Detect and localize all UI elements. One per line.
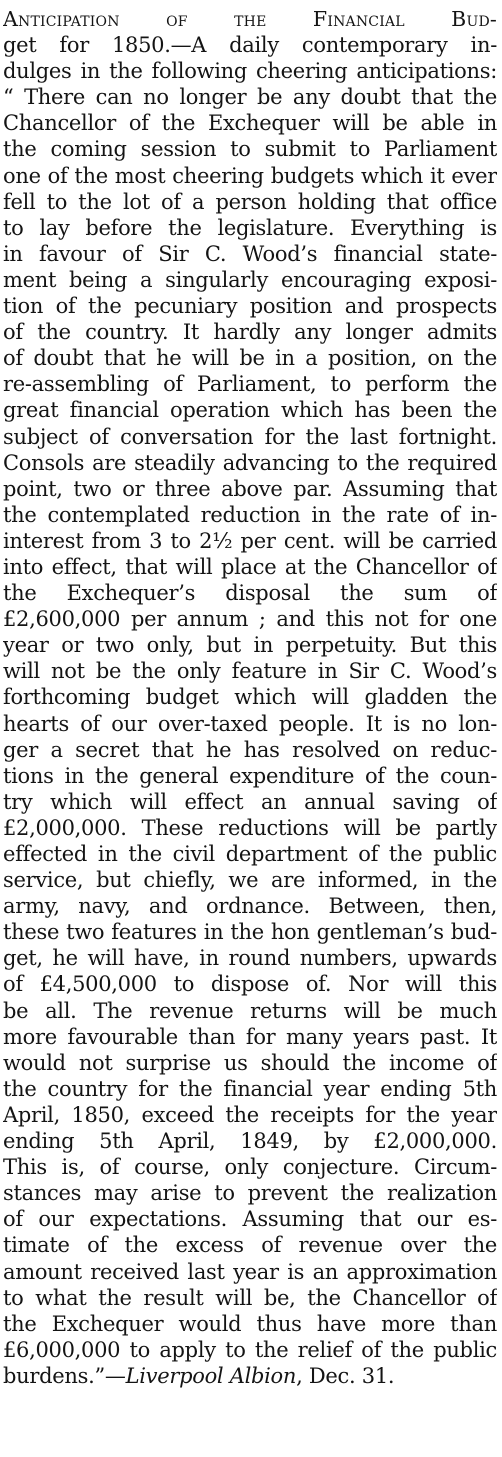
article-line: get for 1850.—A daily contemporary in- xyxy=(3,33,497,58)
article-line: effected in the civil department of the public xyxy=(3,842,497,866)
article-line: amount received last year is an approximation xyxy=(3,1259,497,1284)
article-line: This is, of course, only conjecture. Circum- xyxy=(3,1155,497,1180)
article-line: Consols are steadily advancing to the required xyxy=(3,450,497,475)
article-line: of doubt that he will be in a position, on the xyxy=(3,346,497,371)
article-line: one of the most cheering budgets which it ever xyxy=(3,163,497,188)
article-line: ment being a singularly encouraging exposi- xyxy=(3,267,497,292)
article-line: the coming session to submit to Parliament xyxy=(3,137,497,162)
article-line: £2,600,000 per annum ; and this not for one xyxy=(3,607,497,632)
article-body xyxy=(3,6,497,1389)
article-line: “ There can no longer be any doubt that the xyxy=(3,85,497,110)
article-line: the country for the financial year ending 5th xyxy=(3,1076,497,1101)
source-name: Liverpool Albion xyxy=(125,1363,297,1388)
article-line: to what the result will be, the Chancellor of xyxy=(3,1285,497,1310)
article-line: tion of the pecuniary position and prospects xyxy=(3,294,497,319)
article-line: the Exchequer’s disposal the sum of xyxy=(3,581,497,606)
article-line: point, two or three above par. Assuming that xyxy=(3,476,497,501)
article-line: re-assembling of Parliament, to perform the xyxy=(3,372,497,397)
article-line: in favour of Sir C. Wood’s financial state- xyxy=(3,241,497,266)
article-line: timate of the excess of revenue over the xyxy=(3,1233,497,1258)
article-line: service, but chiefly, we are informed, in the xyxy=(3,868,497,893)
article-heading: Anticipation of the Financial Bud- xyxy=(3,7,497,31)
article-line: forthcoming budget which will gladden the xyxy=(3,685,497,710)
article-line: ger a secret that he has resolved on reduc- xyxy=(3,737,497,762)
article-line: the Exchequer would thus have more than xyxy=(3,1311,497,1336)
article-line: stances may arise to prevent the realization xyxy=(3,1181,497,1206)
article-line: tions in the general expenditure of the coun- xyxy=(3,763,497,788)
article-line: fell to the lot of a person holding that office xyxy=(3,189,497,214)
article-line: £2,000,000. These reductions will be partly xyxy=(3,815,497,840)
article-line: ending 5th April, 1849, by £2,000,000. xyxy=(3,1129,497,1154)
article-line: Chancellor of the Exchequer will be able in xyxy=(3,111,497,136)
article-line: the contemplated reduction in the rate of in- xyxy=(3,502,497,527)
article-line: be all. The revenue returns will be much xyxy=(3,998,497,1023)
article-line: of our expectations. Assuming that our es- xyxy=(3,1207,497,1232)
article-line: of £4,500,000 to dispose of. Nor will this xyxy=(3,972,497,997)
article-line: will not be the only feature in Sir C. Wood’s xyxy=(3,659,497,684)
article-line: hearts of our over-taxed people. It is no lon- xyxy=(3,711,497,736)
article-line: dulges in the following cheering anticipations: xyxy=(3,59,497,84)
article-line: interest from 3 to 2½ per cent. will be carried xyxy=(3,528,497,553)
article-line: year or two only, but in perpetuity. But this xyxy=(3,633,497,658)
article-line: try which will effect an annual saving of xyxy=(3,789,497,814)
article-line: would not surprise us should the income of xyxy=(3,1050,497,1075)
article-line: to lay before the legislature. Everything is xyxy=(3,215,497,240)
source-date: , Dec. 31. xyxy=(296,1363,395,1388)
article-line: into effect, that will place at the Chancellor of xyxy=(3,554,497,579)
article-line: get, he will have, in round numbers, upwards xyxy=(3,946,497,971)
article-closing-line xyxy=(3,1363,497,1389)
article-line: of the country. It hardly any longer admits xyxy=(3,320,497,345)
article-line: £6,000,000 to apply to the relief of the public xyxy=(3,1337,497,1362)
closing-text: burdens.”— xyxy=(3,1363,126,1388)
article-line: army, navy, and ordnance. Between, then, xyxy=(3,894,497,919)
article-line: April, 1850, exceed the receipts for the year xyxy=(3,1102,497,1127)
article-line: subject of conversation for the last fortnight. xyxy=(3,424,497,449)
article-line: great financial operation which has been the xyxy=(3,398,497,423)
article-line: more favourable than for many years past. It xyxy=(3,1024,497,1049)
article-line: these two features in the hon gentleman’s bud- xyxy=(3,920,497,945)
